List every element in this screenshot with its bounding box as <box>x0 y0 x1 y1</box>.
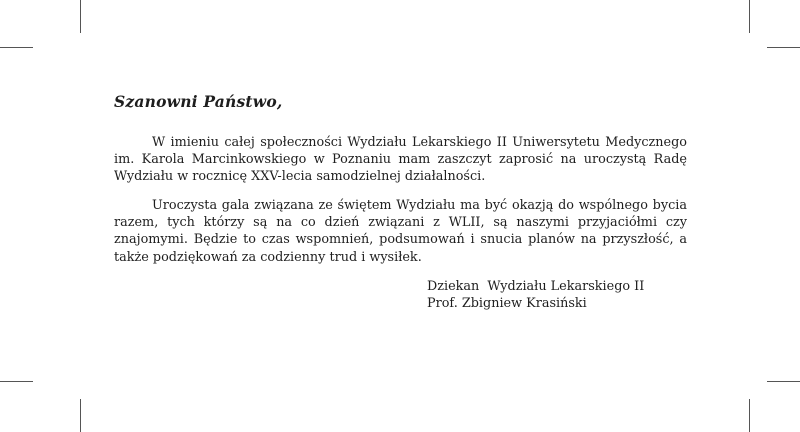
crop-mark-top-left-horizontal <box>0 47 33 48</box>
letter-paragraph-1-text: W imieniu całej społeczności Wydziału Lekarskiego II Uniwersytetu Medycznego im. Karola Marcinkowskiego w Poznaniu mam zaszczyt zaprosić na uroczystą Radę Wydziału w rocznicę XXV-lecia samodzielnej działalności. <box>114 135 687 185</box>
crop-mark-bottom-left-vertical <box>80 399 81 432</box>
letter-signature <box>427 278 644 312</box>
letter-paragraph-2 <box>114 197 687 266</box>
crop-mark-bottom-right-vertical <box>749 399 750 432</box>
crop-mark-bottom-right-horizontal <box>767 381 800 382</box>
signature-name: Prof. Zbigniew Krasiński <box>427 296 587 312</box>
crop-mark-top-left-vertical <box>80 0 81 33</box>
crop-mark-top-right-horizontal <box>767 47 800 48</box>
crop-mark-top-right-vertical <box>749 0 750 33</box>
letter-paragraph-2-text: Uroczysta gala związana ze świętem Wydziału ma być okazją do wspólnego bycia razem, tych którzy są na co dzień związani z WLII, są naszymi przyjaciółmi czy znajomymi. Będzie to czas wspomnień, podsumowań i snucia planów na przyszłość, a także podziękowań za codzienny trud i wysiłek. <box>114 198 687 265</box>
signature-title: Dziekan Wydziału Lekarskiego II <box>427 279 645 294</box>
letter-greeting: Szanowni Państwo, <box>114 92 283 111</box>
crop-mark-bottom-left-horizontal <box>0 381 33 382</box>
letter-paragraph-1 <box>114 134 687 186</box>
